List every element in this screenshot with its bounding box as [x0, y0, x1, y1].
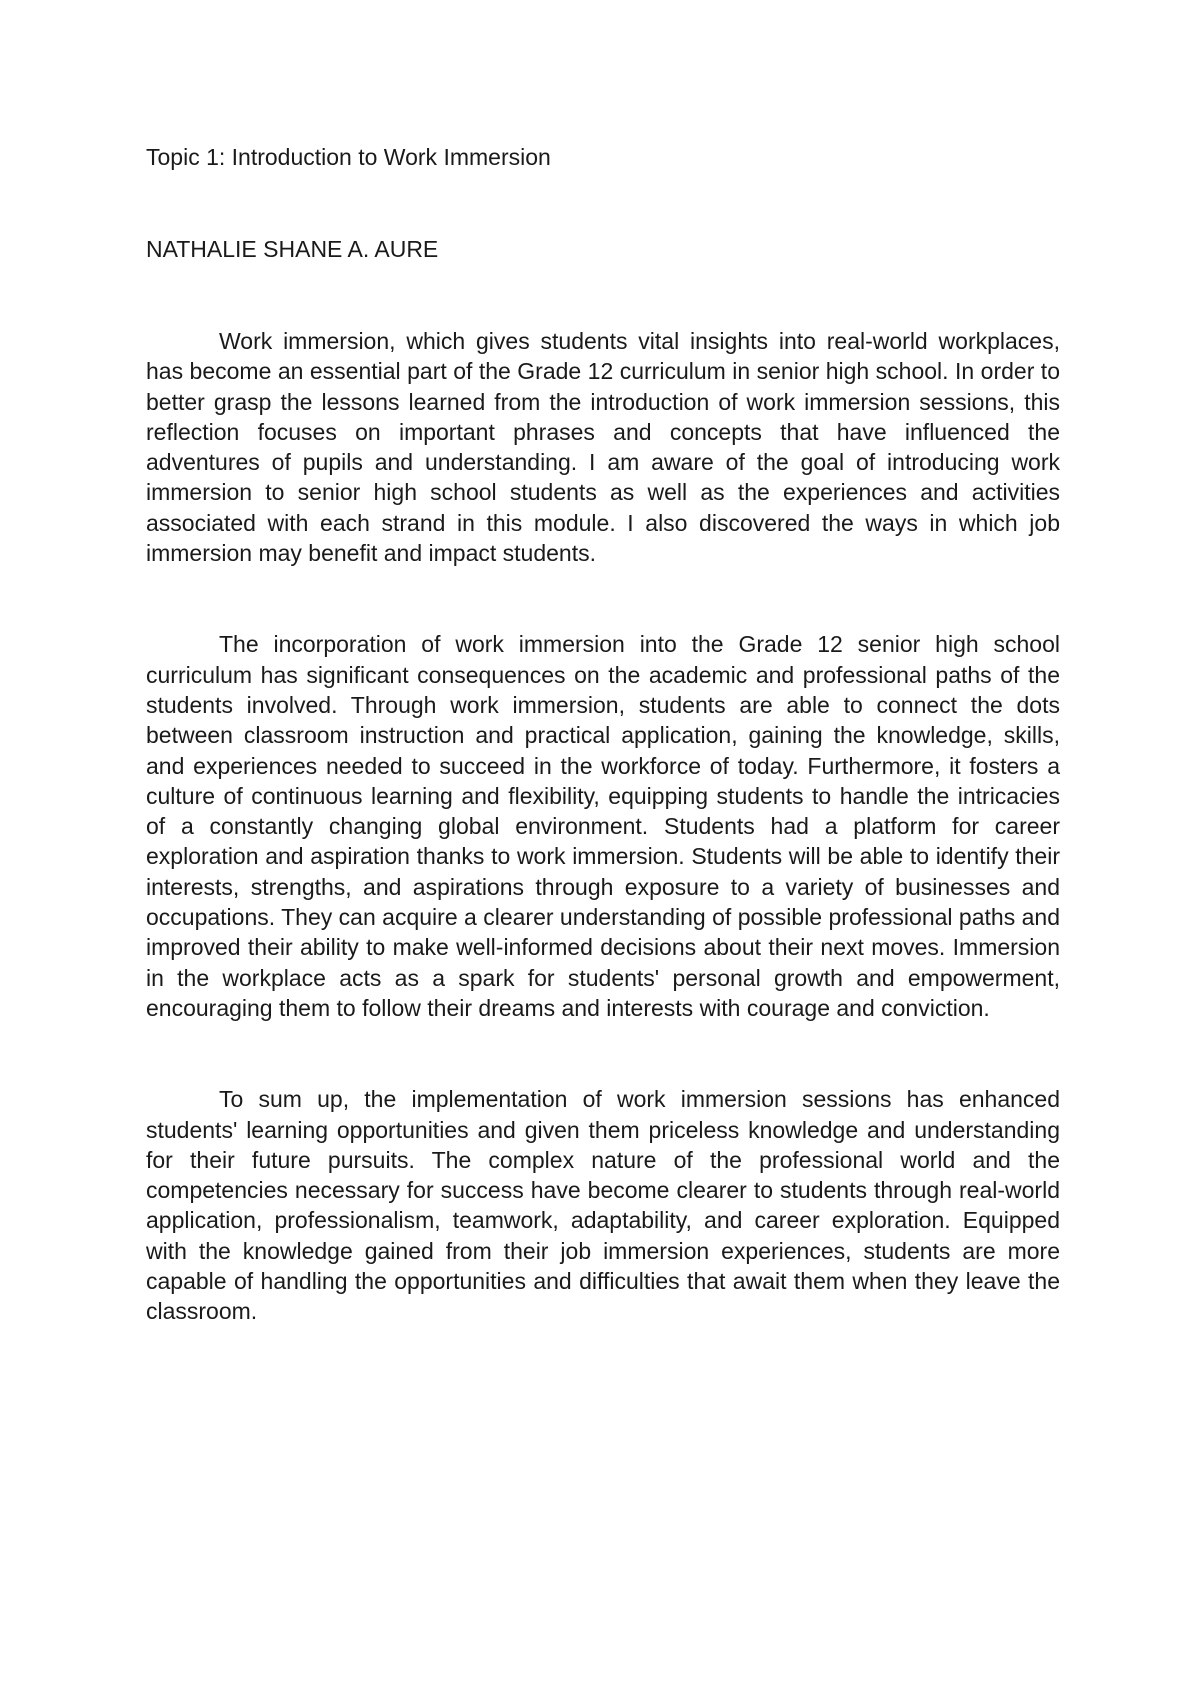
paragraph-conclusion: To sum up, the implementation of work immersion sessions has enhanced students' learning opportunities and given them priceless knowledge and understanding for their future pursuits. The complex nature of the professional world and the competencies necessary for success have become clearer to students through real-world application, professionalism, teamwork, adaptability, and career exploration. Equipped with the knowledge gained from their job immersion experiences, students are more capable of handling the opportunities and difficulties that await them when they leave the classroom.: [146, 1086, 1060, 1325]
author-name: NATHALIE SHANE A. AURE: [146, 236, 439, 262]
paragraph-introduction: Work immersion, which gives students vital insights into real-world workplaces, has become an essential part of the Grade 12 curriculum in senior high school. In order to better grasp the lessons learned from the introduction of work immersion sessions, this reflection focuses on important phrases and concepts that have influenced the adventures of pupils and understanding. I am aware of the goal of introducing work immersion to senior high school students as well as the experiences and activities associated with each strand in this module. I also discovered the ways in which job immersion may benefit and impact students.: [146, 328, 1060, 567]
document-title: Topic 1: Introduction to Work Immersion: [146, 144, 551, 170]
document-body: [146, 142, 1060, 1327]
paragraph-body: The incorporation of work immersion into the Grade 12 senior high school curriculum has significant consequences on the academic and professional paths of the students involved. Through work immersion, students are able to connect the dots between classroom instruction and practical application, gaining the knowledge, skills, and experiences needed to succeed in the workforce of today. Furthermore, it fosters a culture of continuous learning and flexibility, equipping students to handle the intricacies of a constantly changing global environment. Students had a platform for career exploration and aspiration thanks to work immersion. Students will be able to identify their interests, strengths, and aspirations through exposure to a variety of businesses and occupations. They can acquire a clearer understanding of possible professional paths and improved their ability to make well-informed decisions about their next moves. Immersion in the workplace acts as a spark for students' personal growth and empowerment, encouraging them to follow their dreams and interests with courage and conviction.: [146, 631, 1060, 1021]
